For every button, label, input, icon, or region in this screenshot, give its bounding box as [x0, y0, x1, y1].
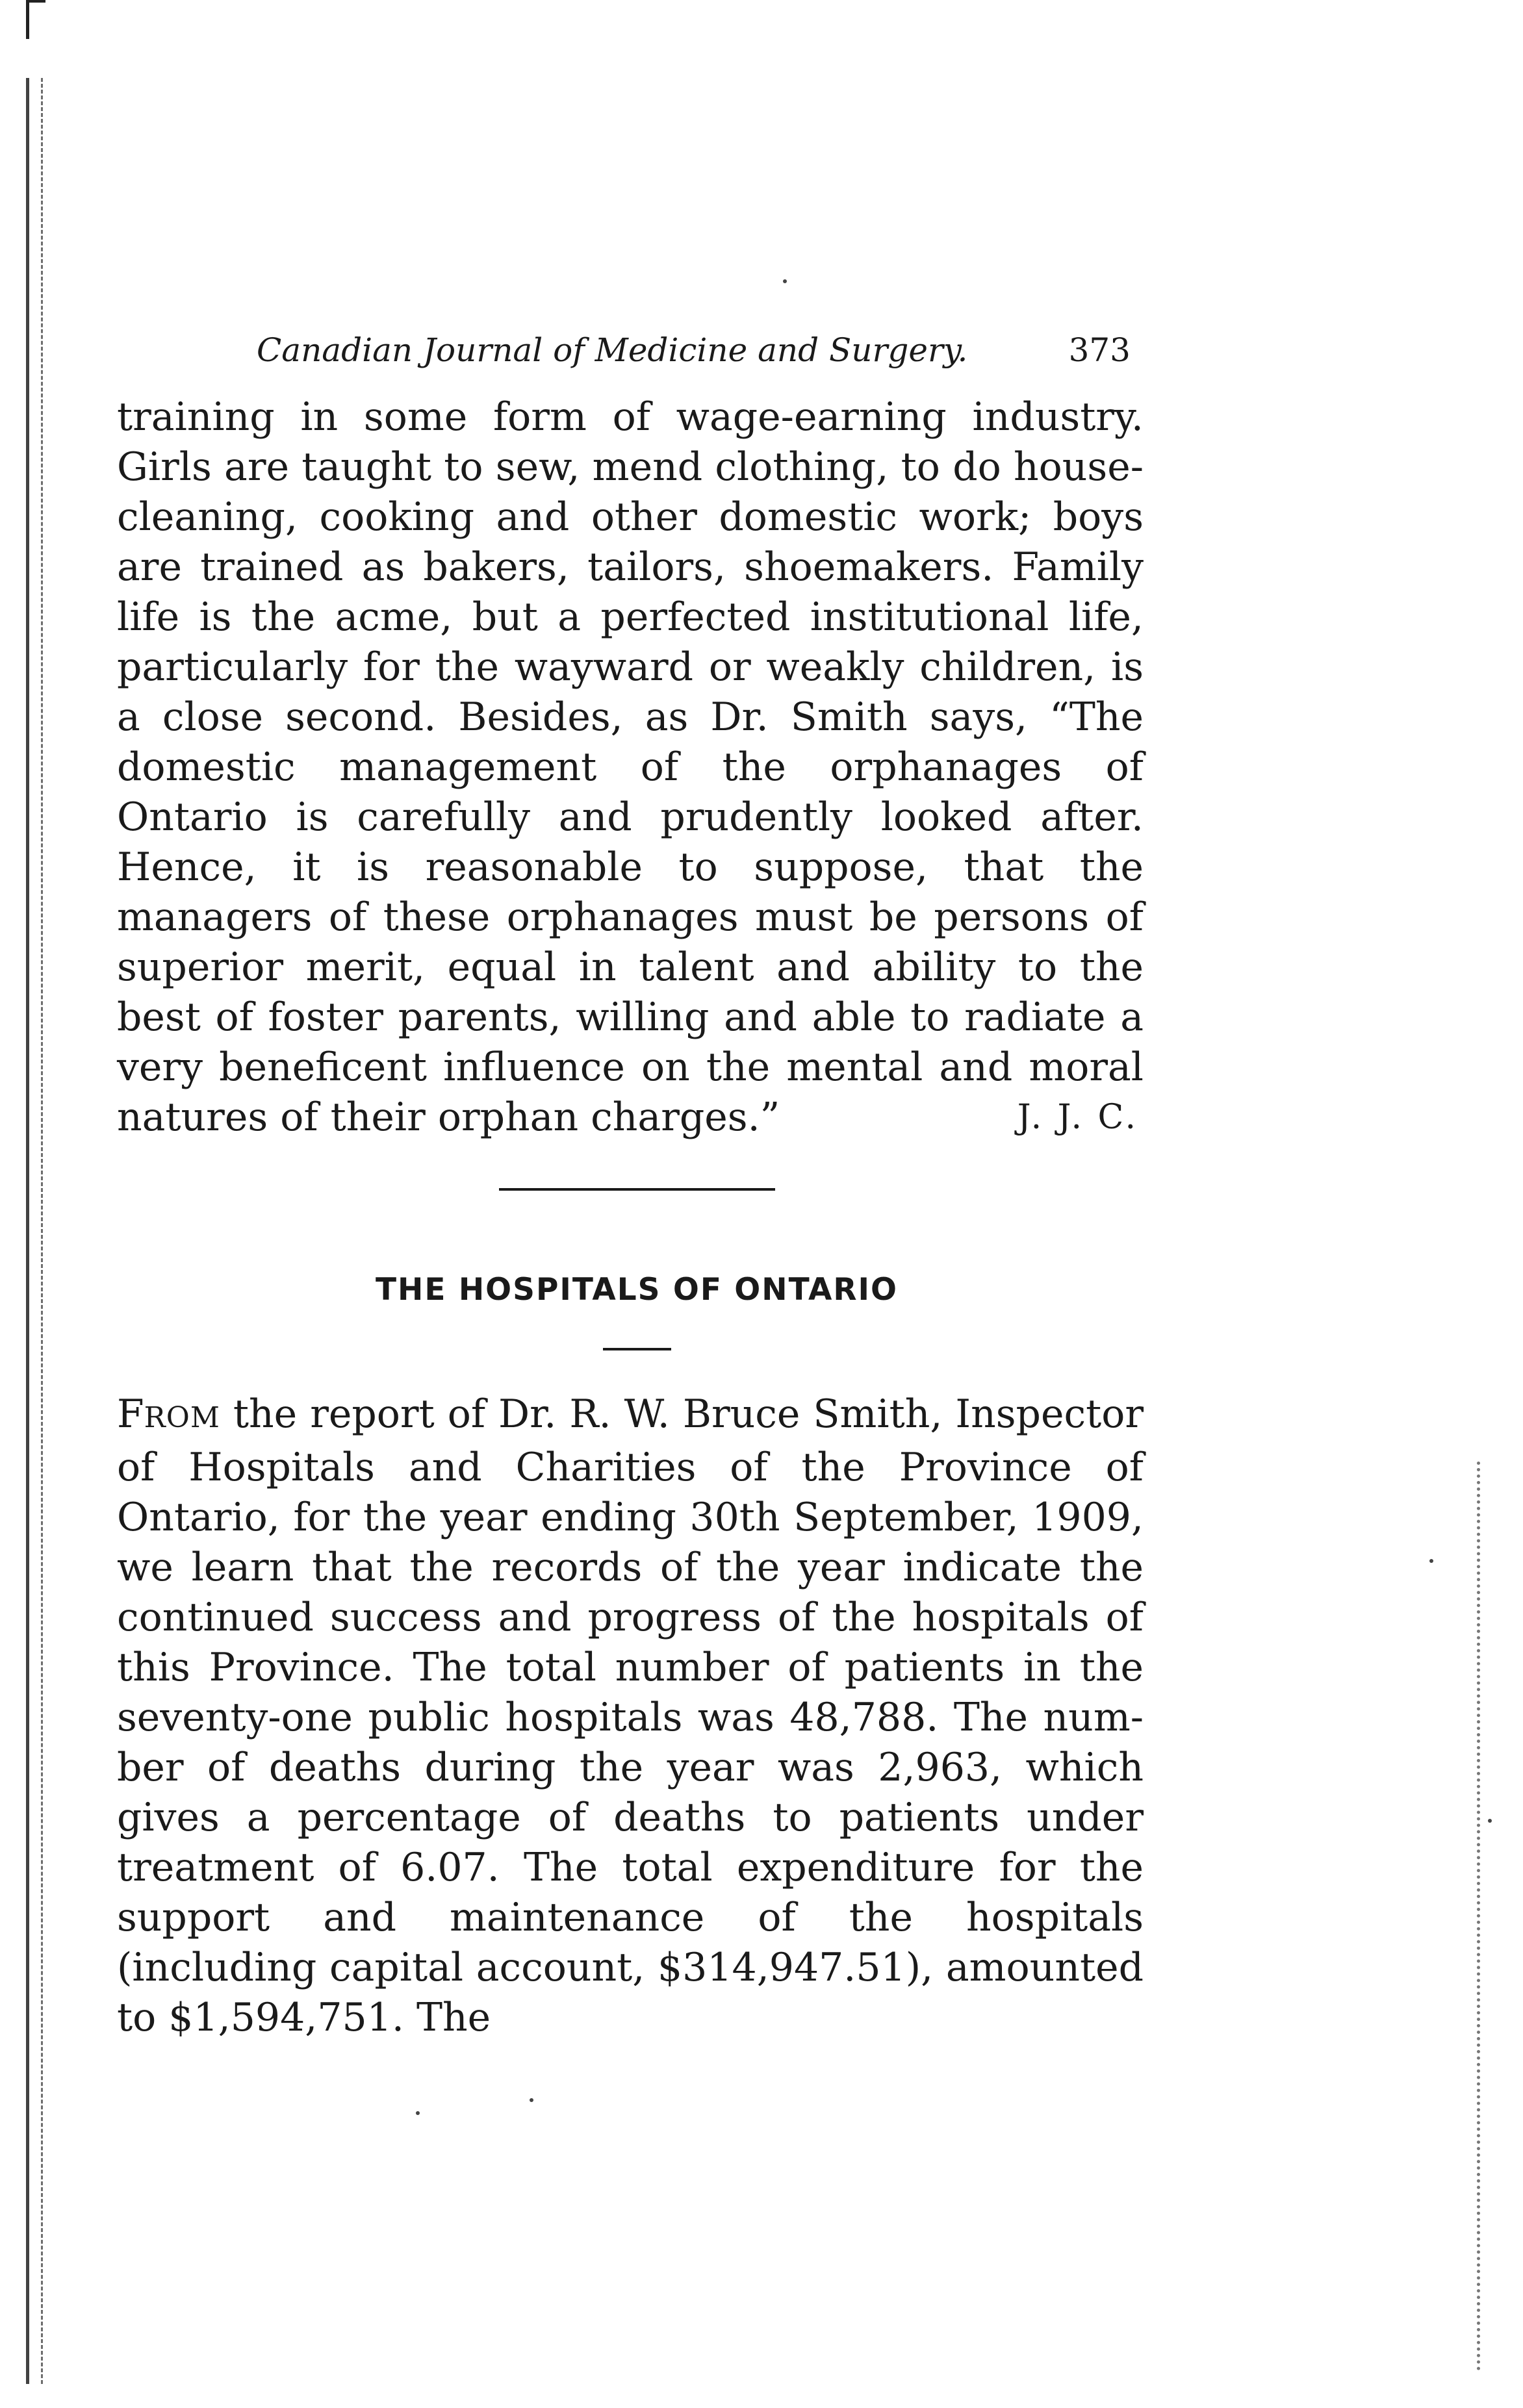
- opening-word-initial: F: [117, 1391, 144, 1437]
- scan-speck: [1429, 1559, 1433, 1563]
- scan-edge-dots: [1477, 1462, 1484, 2371]
- page-number: 373: [1068, 331, 1131, 369]
- scan-speck: [1488, 1819, 1492, 1823]
- scan-speck: [416, 2111, 420, 2115]
- binding-mark: [26, 0, 45, 39]
- binding-edge: [26, 78, 43, 2384]
- hospitals-paragraph: [117, 1389, 1144, 2043]
- hospitals-paragraph-text: the report of Dr. R. W. Bruce Smith, Inspector of Hospitals and Charities of the Province of Ontario, for the year ending 30th September, 1909, we learn that the records of the year indicate the continued success and progress of the hospitals of this Province. The total number of patients in the seventy-one public hospitals was 48,788. The number of deaths during the year was 2,963, which gives a percentage of deaths to patients under treatment of 6.07. The total expenditure for the support and maintenance of the hospitals (including capital account, $314,947.51), amounted to $1,594,751. The: [117, 1391, 1144, 2040]
- section-divider-rule: [499, 1188, 775, 1191]
- heading-underline-rule: [603, 1348, 671, 1350]
- running-header: [257, 331, 1144, 369]
- running-title: Canadian Journal of Medicine and Surgery.: [257, 331, 968, 369]
- scan-speck: [530, 2098, 533, 2102]
- journal-page: [117, 331, 1144, 2043]
- section-heading: THE HOSPITALS OF ONTARIO: [375, 1272, 899, 1308]
- opening-word-smallcaps: ROM: [144, 1401, 220, 1434]
- scan-speck: [783, 279, 787, 283]
- orphanages-paragraph: training in some form of wage-earning industry. Girls are taught to sew, mend clothing, to do housecleaning, cooking and other domestic work; boys are trained as bakers, tailors, shoemakers. Family life is the acme, but a perfected institutional life, particularly for the wayward or weakly children, is a close second. Besides, as Dr. Smith says, “The domestic management of the orphanages of Ontario is carefully and prudently looked after. Hence, it is reasonable to suppose, that the managers of these orphanages must be persons of superior merit, equal in talent and ability to the best of foster parents, willing and able to radiate a very beneficent influence on the mental and moral natures of their orphan charges.”: [117, 394, 1144, 1140]
- author-initials: J. J. C.: [1017, 1098, 1138, 1137]
